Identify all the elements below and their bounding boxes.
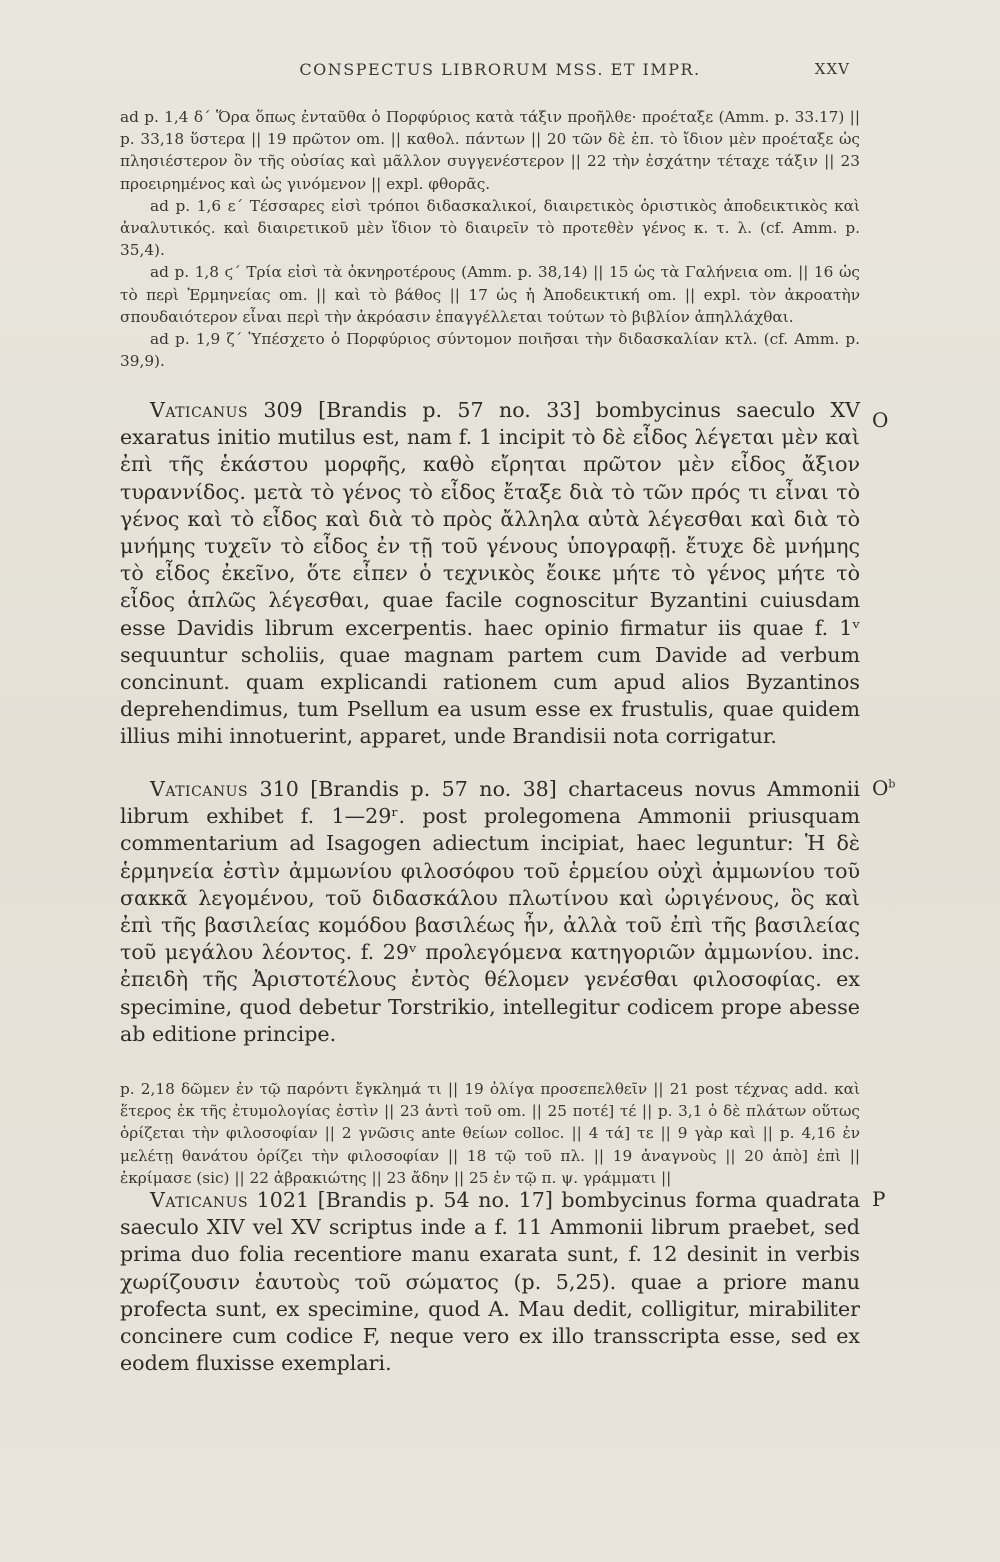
running-title: CONSPECTUS LIBRORUM MSS. ET IMPR.: [299, 60, 701, 79]
manuscript-name: Vaticanus: [150, 1188, 249, 1212]
page-header: [0, 60, 1000, 90]
siglum: O: [872, 408, 889, 432]
apparatus-notes-top: [120, 106, 860, 372]
manuscript-name: Vaticanus: [150, 777, 249, 801]
manuscript-description-vaticanus-309: [120, 397, 860, 751]
siglum-superscript: b: [888, 777, 896, 791]
note-paragraph: ad p. 1,4 δ´ Ὅρα ὅπως ἐνταῦθα ὁ Πορφύριος κατὰ τάξιν προῆλθε· προέταξε (Amm. p. 33.17) || p. 33,18 ὕστερα || 19 πρῶτον om. || καθολ. πάντων || 20 τῶν δὲ ἐπ. τὸ ἴδιον μὲν προέταξε ὡς πλησιέστερον ὂν τῆς οὐσίας καὶ μᾶλλον συγγενέστερον || 22 τὴν ἐσχάτην τέταχε τάξιν || 23 προειρημένος καὶ ὡς γινόμενον || expl. φθορᾶς.: [120, 108, 860, 193]
body-paragraph: [120, 776, 860, 1048]
manuscript-description-vaticanus-1021: [120, 1187, 860, 1377]
paragraph-text: 310 [Brandis p. 57 no. 38] chartaceus novus Ammonii librum exhibet f. 1—29ʳ. post prolegomena Ammonii priusquam commentarium ad Isagogen adiectum incipiat, haec leguntur: Ἡ δὲ ἑρμηνεία ἐστὶν ἀμμωνίου φιλοσόφου τοῦ ἑρμείου οὐχὶ ἀμμωνίου τοῦ σακκᾶ λεγομένου, τοῦ διδασκάλου πλωτίνου καὶ ὠριγένους, ὃς καὶ ἐπὶ τῆς βασιλείας κομόδου βασιλέως ἦν, ἀλλὰ τοῦ ἐπὶ τῆς βασιλείας τοῦ μεγάλου λέοντος. f. 29ᵛ προλεγόμενα κατηγοριῶν ἀμμωνίου. inc. ἐπειδὴ τῆς Ἀριστοτέλους ἐντὸς θέλομεν γενέσθαι φιλοσοφίας. ex specimine, quod debetur Torstrikio, intellegitur codicem prope abesse ab editione principe.: [120, 777, 860, 1046]
body-paragraph: [120, 1187, 860, 1377]
note-paragraph: ad p. 1,9 ζ´ Ὑπέσχετο ὁ Πορφύριος σύντομον ποιῆσαι τὴν διδασκαλίαν κτλ. (cf. Amm. p. 39,9).: [120, 330, 860, 371]
manuscript-name: Vaticanus: [150, 398, 249, 422]
siglum: P: [872, 1187, 886, 1211]
note-paragraph: p. 2,18 δῶμεν ἐν τῷ παρόντι ἔγκλημά τι || 19 ὀλίγα προσεπελθεῖν || 21 post τέχνας add. καὶ ἕτερος ἐκ τῆς ἐτυμολογίας ἐστὶν || 23 ἀντὶ τοῦ om. || 25 ποτέ] τέ || p. 3,1 ὁ δὲ πλάτων οὕτως ὁρίζεται τὴν φιλοσοφίαν || 2 γνῶσις ante θείων colloc. || 4 τά] τε || 9 γὰρ καὶ || p. 4,16 ἐν μελέτῃ θανάτου ὁρίζει τὴν φιλοσοφίαν || 18 τῷ τοῦ πλ. || 19 ἀναγνοὺς || 20 ἀπὸ] ἐπὶ || ἐκρίμασε (sic) || 22 ἀβρακιώτης || 23 ἄδην || 25 ἐν τῷ π. ψ. γράμματι ||: [120, 1080, 860, 1187]
apparatus-notes-middle: [120, 1078, 860, 1189]
page-number: XXV: [814, 60, 850, 78]
note-paragraph: ad p. 1,8 ϛ´ Τρία εἰσὶ τὰ ὀκνηροτέρους (Amm. p. 38,14) || 15 ὡς τὰ Γαλήνεια om. || 16 ὡς τὸ περὶ Ἑρμηνείας om. || καὶ τὸ βάθος || 17 ὡς ἡ Ἀποδεικτική om. || expl. τὸν ἀκροατὴν σπουδαιότερον εἶναι περὶ τὴν ἀκρόασιν ἐπαγγέλλεται τούτων τὸ βιβλίον ἀπηλλάχθαι.: [120, 263, 860, 326]
paragraph-text: 1021 [Brandis p. 54 no. 17] bombycinus forma quadrata saeculo XIV vel XV scriptus inde a f. 11 Ammonii librum praebet, sed prima duo folia recentiore manu exarata sunt, f. 12 desinit in verbis χωρίζουσιν ἑαυτοὺς τοῦ σώματος (p. 5,25). quae a priore manu profecta sunt, ex specimine, quod A. Mau dedit, colligitur, mirabiliter concinere cum codice F, neque vero ex illo transscripta esse, sed ex eodem fluxisse exemplari.: [120, 1188, 860, 1376]
body-paragraph: [120, 397, 860, 751]
manuscript-description-vaticanus-310: [120, 776, 860, 1048]
siglum: $O^b$: [872, 776, 896, 800]
note-paragraph: ad p. 1,6 ε´ Τέσσαρες εἰσὶ τρόποι διδασκαλικοί, διαιρετικὸς ὁριστικὸς ἀποδεικτικὸς καὶ ἀναλυτικός. καὶ διαιρετικοῦ μὲν ἴδιον τὸ διαιρεῖν τὸ προτεθὲν γένος κ. τ. λ. (cf. Amm. p. 35,4).: [120, 196, 860, 260]
paragraph-text: 309 [Brandis p. 57 no. 33] bombycinus saeculo XV exaratus initio mutilus est, nam f. 1 incipit τὸ δὲ εἶδος λέγεται μὲν καὶ ἐπὶ τῆς ἑκάστου μορφῆς, καθὸ εἴρηται πρῶτον μὲν εἶδος ἄξιον τυραννίδος. μετὰ τὸ γένος τὸ εἶδος ἔταξε διὰ τὸ τῶν πρός τι εἶναι τὸ γένος καὶ τὸ εἶδος καὶ διὰ τὸ πρὸς ἄλληλα αὐτὰ λέγεσθαι καὶ διὰ τὸ μνήμης τυχεῖν τὸ εἶδος ἐν τῇ τοῦ γένους ὑπογραφῇ. ἔτυχε δὲ μνήμης τὸ εἶδος ἐκεῖνο, ὅτε εἶπεν ὁ τεχνικὸς ἔοικε μήτε τὸ γένος μήτε τὸ εἶδος ἁπλῶς λέγεσθαι, quae facile cognoscitur Byzantini cuiusdam esse Davidis librum excerpentis. haec opinio firmatur iis quae f. 1ᵛ sequuntur scholiis, quae magnam partem cum Davide ad verbum concinunt. quam explicandi rationem cum apud alios Byzantinos deprehendimus, tum Psellum ea usum esse ex frustulis, quae quidem illius mihi innotuerint, apparet, unde Brandisii nota corrigatur.: [120, 398, 860, 749]
